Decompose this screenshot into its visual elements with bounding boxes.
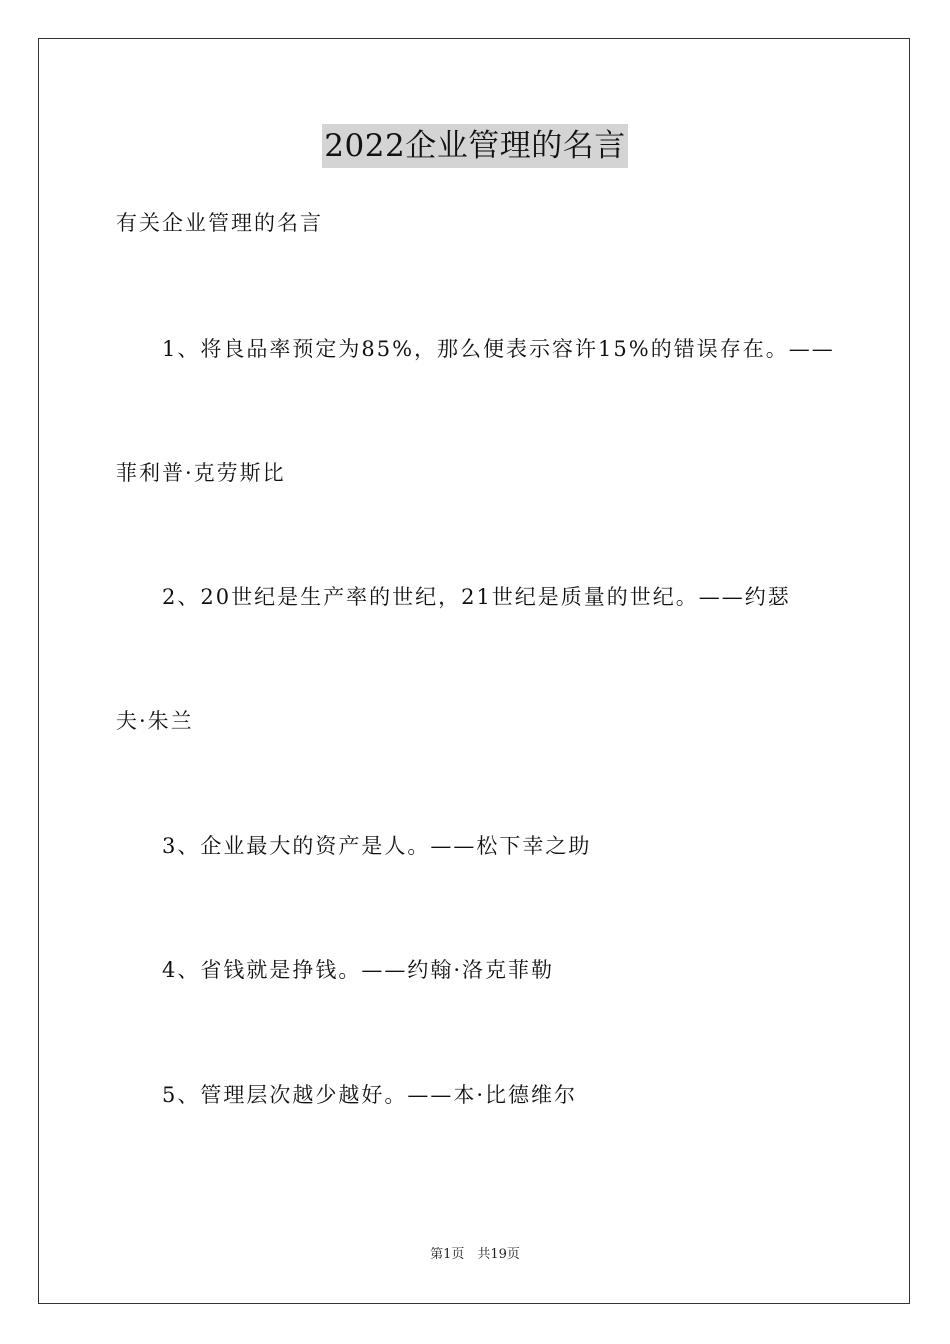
document-subtitle: 有关企业管理的名言 (116, 211, 323, 235)
quote-5: 5、管理层次越少越好。——本·比德维尔 (162, 1083, 578, 1107)
quote-4: 4、省钱就是挣钱。——约翰·洛克菲勒 (162, 958, 555, 982)
quote-2-line-1: 2、20世纪是生产率的世纪，21世纪是质量的世纪。——约瑟 (162, 585, 791, 609)
title-container (0, 124, 950, 168)
page-number: 第1页 共19页 (430, 1247, 520, 1262)
quote-1-line-1: 1、将良品率预定为85%，那么便表示容许15%的错误存在。—— (162, 337, 835, 361)
quote-1-line-2: 菲利普·克劳斯比 (116, 461, 286, 485)
quote-3: 3、企业最大的资产是人。——松下幸之助 (162, 834, 592, 858)
document-title: 2022企业管理的名言 (322, 124, 627, 168)
quote-2-line-2: 夫·朱兰 (116, 709, 194, 733)
